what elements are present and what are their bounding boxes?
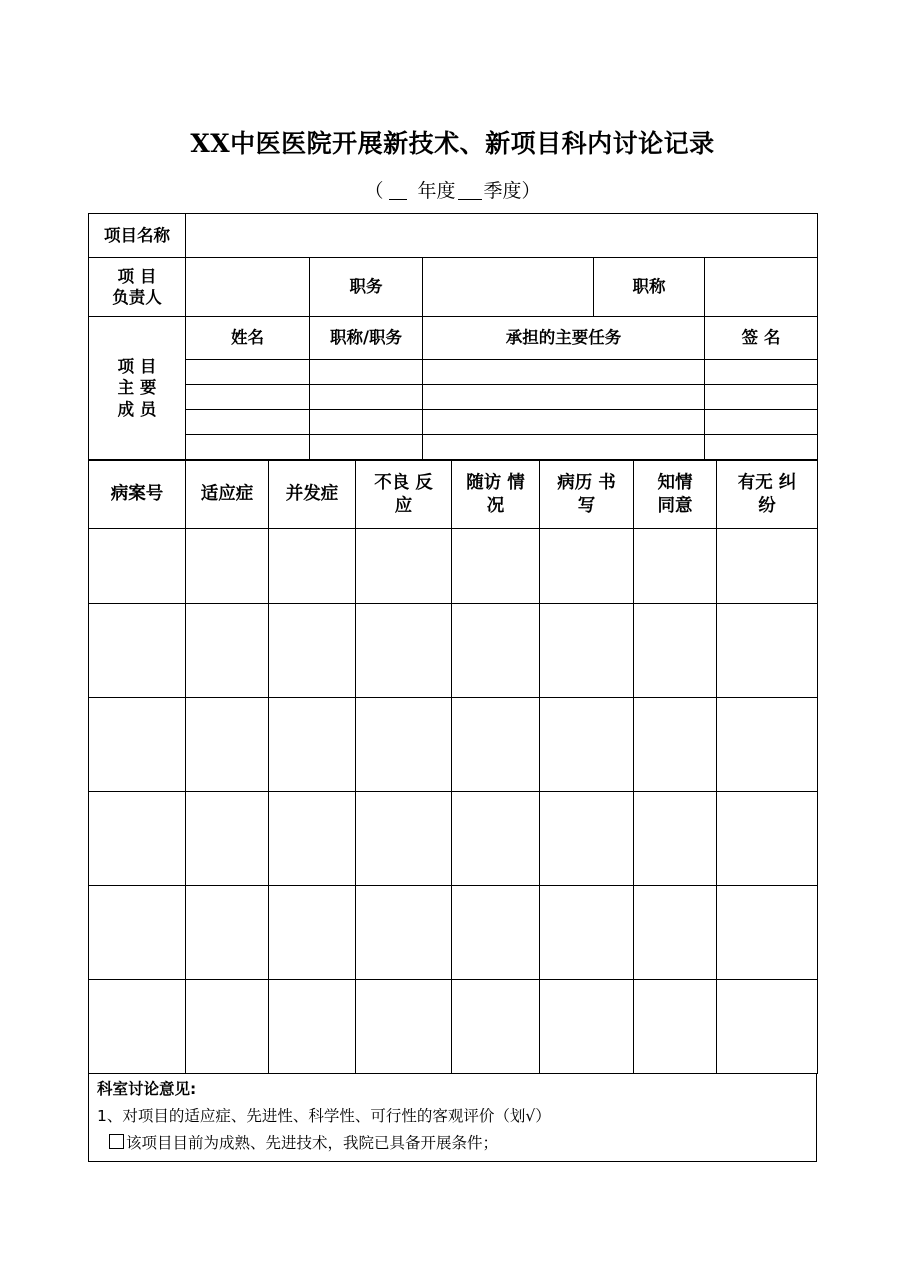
case-cell[interactable]	[717, 529, 818, 604]
case-cell[interactable]	[540, 698, 634, 792]
case-cell[interactable]	[634, 698, 717, 792]
case-cell[interactable]	[452, 980, 540, 1074]
case-cell[interactable]	[269, 698, 356, 792]
leader-label-line2: 负责人	[112, 288, 162, 307]
case-row	[89, 886, 818, 980]
discussion-option-1-text: 该项目目前为成熟、先进技术，我院已具备开展条件；	[126, 1134, 499, 1152]
member-signature-cell[interactable]	[705, 385, 818, 410]
case-cell[interactable]	[186, 886, 269, 980]
case-cell[interactable]	[186, 980, 269, 1074]
member-header-task: 承担的主要任务	[423, 317, 705, 360]
member-signature-cell[interactable]	[705, 410, 818, 435]
case-cell[interactable]	[634, 886, 717, 980]
member-header-signature: 签 名	[705, 317, 818, 360]
header-informed-consent: 知情 同意	[634, 461, 717, 529]
member-title-cell[interactable]	[310, 410, 423, 435]
case-cell[interactable]	[452, 886, 540, 980]
header-complication: 并发症	[269, 461, 356, 529]
leader-label-line1: 项 目	[117, 266, 157, 286]
member-name-cell[interactable]	[186, 360, 310, 385]
header-adverse-reaction: 不良 反 应	[356, 461, 452, 529]
members-label-line3: 成 员	[117, 399, 157, 419]
case-cell[interactable]	[540, 792, 634, 886]
member-title-cell[interactable]	[310, 360, 423, 385]
case-cell[interactable]	[540, 529, 634, 604]
case-cell[interactable]	[269, 529, 356, 604]
position-label: 职务	[310, 258, 423, 317]
leader-name-field[interactable]	[186, 258, 310, 317]
member-signature-cell[interactable]	[705, 435, 818, 460]
member-signature-cell[interactable]	[705, 360, 818, 385]
case-cell[interactable]	[634, 604, 717, 698]
discussion-table	[88, 1073, 817, 1162]
page-title: XX中医医院开展新技术、新项目科内讨论记录	[190, 129, 715, 158]
case-cell[interactable]	[89, 792, 186, 886]
subtitle-year: 年度	[417, 180, 456, 202]
case-cell[interactable]	[717, 698, 818, 792]
header-dispute: 有无 纠 纷	[717, 461, 818, 529]
discussion-item-1: 1、对项目的适应症、先进性、科学性、可行性的客观评价（划√）	[97, 1107, 551, 1125]
member-row	[89, 435, 818, 460]
subtitle-quarter: 季度）	[483, 180, 541, 202]
case-cell[interactable]	[356, 604, 452, 698]
member-task-cell[interactable]	[423, 385, 705, 410]
case-cell[interactable]	[269, 604, 356, 698]
members-label-line1: 项 目	[117, 356, 157, 376]
case-cell[interactable]	[540, 886, 634, 980]
member-row	[89, 410, 818, 435]
case-cell[interactable]	[452, 792, 540, 886]
case-cell[interactable]	[717, 980, 818, 1074]
case-cell[interactable]	[717, 792, 818, 886]
member-header-title: 职称/职务	[310, 317, 423, 360]
case-cell[interactable]	[186, 792, 269, 886]
discussion-cell	[89, 1074, 817, 1162]
member-name-cell[interactable]	[186, 435, 310, 460]
member-task-cell[interactable]	[423, 360, 705, 385]
discussion-option-1	[97, 1130, 808, 1157]
members-label-line2: 主 要	[117, 378, 157, 398]
header-follow-up: 随访 情 况	[452, 461, 540, 529]
case-cell[interactable]	[89, 886, 186, 980]
case-cell[interactable]	[269, 980, 356, 1074]
case-cell[interactable]	[356, 886, 452, 980]
case-cell[interactable]	[717, 604, 818, 698]
member-title-cell[interactable]	[310, 385, 423, 410]
project-name-field[interactable]	[186, 214, 818, 258]
case-cell[interactable]	[89, 529, 186, 604]
case-row	[89, 604, 818, 698]
case-cell[interactable]	[634, 980, 717, 1074]
case-row	[89, 792, 818, 886]
title-field[interactable]	[705, 258, 818, 317]
case-cell[interactable]	[356, 698, 452, 792]
case-cell[interactable]	[452, 698, 540, 792]
cases-table	[88, 460, 818, 1074]
case-row	[89, 980, 818, 1074]
cases-header-row	[89, 461, 818, 529]
member-task-cell[interactable]	[423, 410, 705, 435]
leader-label	[89, 258, 186, 317]
discussion-heading: 科室讨论意见:	[97, 1080, 197, 1098]
case-cell[interactable]	[452, 604, 540, 698]
case-cell[interactable]	[269, 886, 356, 980]
members-label	[89, 317, 186, 460]
case-cell[interactable]	[540, 604, 634, 698]
case-cell[interactable]	[356, 792, 452, 886]
page-subtitle	[0, 176, 905, 203]
project-name-label: 项目名称	[89, 214, 186, 258]
quarter-blank[interactable]	[458, 181, 482, 200]
project-info-table	[88, 213, 818, 460]
member-name-cell[interactable]	[186, 410, 310, 435]
subtitle-open: （	[364, 180, 384, 202]
member-task-cell[interactable]	[423, 435, 705, 460]
case-cell[interactable]	[269, 792, 356, 886]
checkbox[interactable]	[109, 1134, 124, 1149]
case-cell[interactable]	[89, 980, 186, 1074]
case-cell[interactable]	[717, 886, 818, 980]
case-cell[interactable]	[356, 529, 452, 604]
header-indication: 适应症	[186, 461, 269, 529]
title-label: 职称	[594, 258, 705, 317]
case-cell[interactable]	[452, 529, 540, 604]
case-cell[interactable]	[89, 604, 186, 698]
case-cell[interactable]	[634, 792, 717, 886]
member-row	[89, 385, 818, 410]
case-row	[89, 529, 818, 604]
case-cell[interactable]	[186, 698, 269, 792]
case-cell[interactable]	[186, 529, 269, 604]
case-cell[interactable]	[540, 980, 634, 1074]
case-cell[interactable]	[89, 698, 186, 792]
case-cell[interactable]	[186, 604, 269, 698]
case-cell[interactable]	[634, 529, 717, 604]
header-record-writing: 病历 书 写	[540, 461, 634, 529]
member-header-name: 姓名	[186, 317, 310, 360]
position-field[interactable]	[423, 258, 594, 317]
member-row	[89, 360, 818, 385]
member-title-cell[interactable]	[310, 435, 423, 460]
case-cell[interactable]	[356, 980, 452, 1074]
year-blank[interactable]	[389, 181, 407, 200]
case-row	[89, 698, 818, 792]
member-name-cell[interactable]	[186, 385, 310, 410]
header-case-number: 病案号	[89, 461, 186, 529]
